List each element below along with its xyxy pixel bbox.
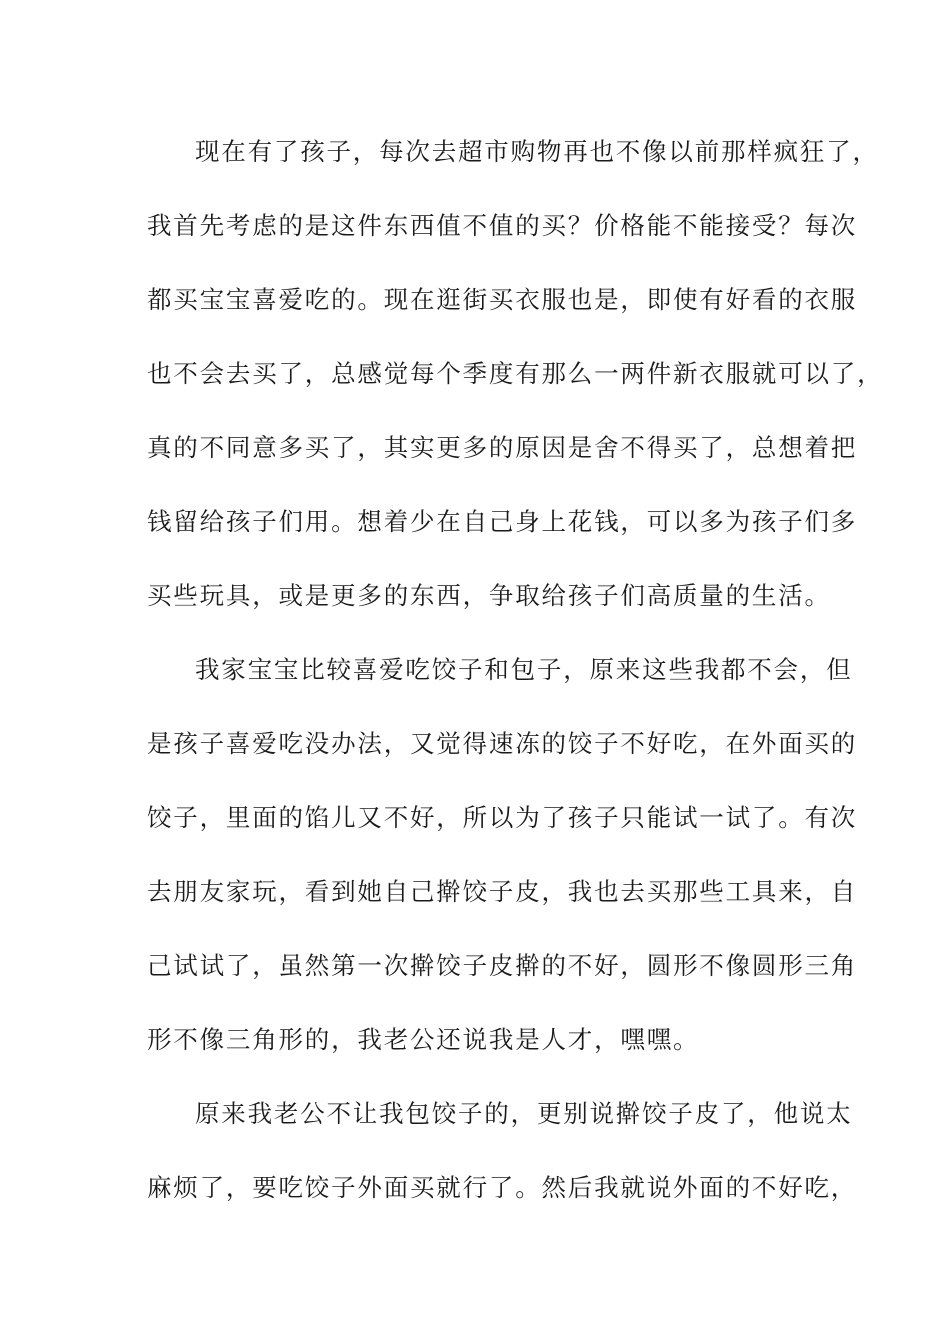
paragraph-1-line-1: 现在有了孩子，每次去超市购物再也不像以前那样疯狂了， <box>195 137 879 166</box>
paragraph-2-line-6: 形不像三角形的，我老公还说我是人才，嘿嘿。 <box>147 1025 700 1054</box>
paragraph-2-line-5: 己试试了，虽然第一次擀饺子皮擀的不好，圆形不像圆形三角 <box>147 951 858 980</box>
paragraph-1-line-2: 我首先考虑的是这件东西值不值的买？价格能不能接受？每次 <box>147 211 858 240</box>
paragraph-3-line-2: 麻烦了，要吃饺子外面买就行了。然后我就说外面的不好吃， <box>147 1173 858 1202</box>
paragraph-2-line-2: 是孩子喜爱吃没办法，又觉得速冻的饺子不好吃，在外面买的 <box>147 729 858 758</box>
paragraph-1-line-3: 都买宝宝喜爱吃的。现在逛街买衣服也是，即使有好看的衣服 <box>147 285 858 314</box>
paragraph-1-line-7: 买些玩具，或是更多的东西，争取给孩子们高质量的生活。 <box>147 581 831 610</box>
paragraph-1-line-5: 真的不同意多买了，其实更多的原因是舍不得买了，总想着把 <box>147 433 858 462</box>
paragraph-1-line-4: 也不会去买了，总感觉每个季度有那么一两件新衣服就可以了， <box>147 359 884 388</box>
paragraph-2-line-3: 饺子，里面的馅儿又不好，所以为了孩子只能试一试了。有次 <box>147 803 858 832</box>
paragraph-3-line-1: 原来我老公不让我包饺子的，更别说擀饺子皮了，他说太 <box>195 1099 853 1128</box>
paragraph-2-line-1: 我家宝宝比较喜爱吃饺子和包子，原来这些我都不会，但 <box>195 655 853 684</box>
paragraph-2-line-4: 去朋友家玩，看到她自己擀饺子皮，我也去买那些工具来，自 <box>147 877 858 906</box>
body-text <box>147 130 884 1240</box>
paragraph-1-line-6: 钱留给孩子们用。想着少在自己身上花钱，可以多为孩子们多 <box>147 507 858 536</box>
